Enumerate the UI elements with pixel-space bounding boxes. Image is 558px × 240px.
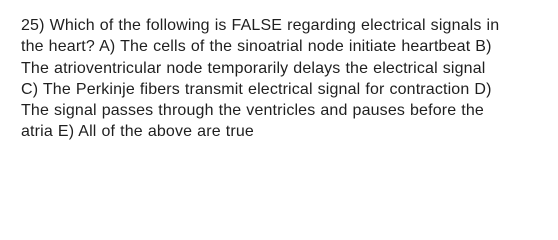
question-text [21, 15, 551, 143]
question-line: The atrioventricular node temporarily delays the electrical signal [21, 59, 486, 77]
question-line: The signal passes through the ventricles and pauses before the [21, 102, 484, 120]
question-line: 25) Which of the following is FALSE regarding electrical signals in [21, 17, 500, 34]
question-line: C) The Perkinje fibers transmit electrical signal for contraction D) [21, 80, 492, 98]
question-line: the heart? A) The cells of the sinoatrial node initiate heartbeat B) [21, 38, 492, 56]
question-line: atria E) All of the above are true [21, 123, 254, 141]
